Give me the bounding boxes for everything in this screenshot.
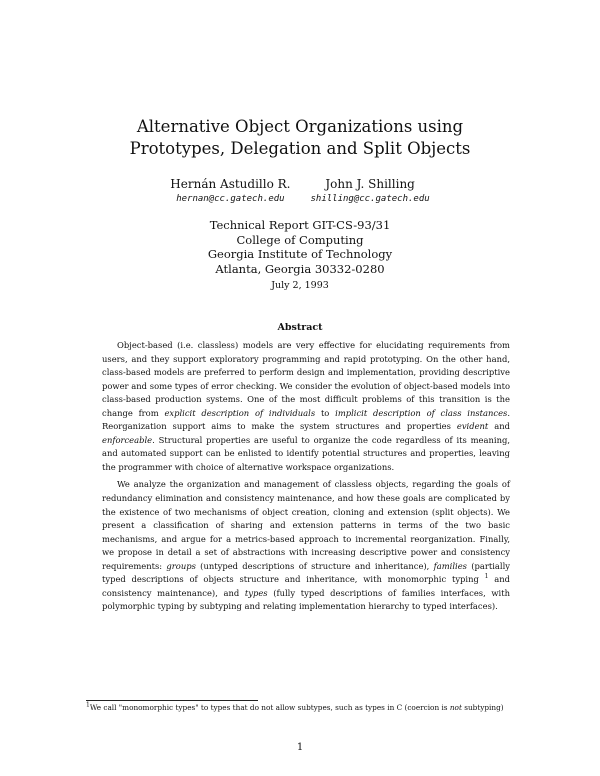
emphasis-text: implicit description of class instances. — [335, 407, 511, 418]
report-number: Technical Report GIT-CS-93/31 — [209, 218, 391, 232]
abstract-paragraph-1 — [102, 339, 510, 474]
report-info — [0, 218, 600, 276]
title-line-1: Alternative Object Organizations using — [136, 117, 464, 136]
text-run: (fully typed descriptions of families interfaces, with polymorphic typing by subtyping and relating implementation hierarchy to typed interfaces). — [102, 587, 510, 612]
text-run: We analyze the organization and management of classless objects, regarding the goals of redundancy elimination and consistency maintenance, and how these goals are complicated by the existence of two mechanisms of object creation, cloning and extension (split objects). We present a classification of sharing and extension patterns in terms of the two basic mechanisms, and argue for a metrics-based approach to incremental reorganization. Finally, we propose in detail a set of abstractions with increasing descriptive power and consistency requirements: — [102, 479, 510, 571]
text-run: and consistency maintenance), and — [102, 574, 511, 598]
footnote-mark: 1 — [86, 701, 90, 709]
emphasis-text: not — [449, 703, 462, 712]
emphasis-text: families — [433, 560, 467, 571]
report-institute: Georgia Institute of Technology — [207, 247, 393, 261]
emphasis-text: explicit description of individuals — [164, 407, 316, 418]
text-run: (untyped descriptions of structure and inheritance), — [195, 560, 434, 571]
author-block — [170, 176, 290, 206]
author-block — [310, 176, 429, 206]
report-college: College of Computing — [236, 232, 364, 247]
emphasis-text: groups — [166, 560, 196, 571]
abstract-body — [102, 339, 510, 614]
text-run: to — [315, 407, 336, 418]
footnote — [86, 703, 526, 713]
text-run: and — [488, 421, 510, 432]
author-name: John J. Shilling — [325, 177, 415, 191]
emphasis-text: enforceable — [102, 434, 153, 445]
text-run: . Structural properties are useful to organize the code regardless of its meaning, and automated support can be enlisted to identify potential structures and properties, leaving the programmer with choice of alternative workspace organizations. — [102, 434, 510, 472]
title-line-2: Prototypes, Delegation and Split Objects — [129, 139, 471, 158]
emphasis-text: evident — [456, 421, 489, 432]
author-email: shilling@cc.gatech.edu — [310, 194, 430, 204]
emphasis-text: types — [244, 587, 268, 598]
text-run: Object-based (i.e. classless) models are very effective for elucidating requirements from users, and they support exploratory programming and rapid prototyping. On the other hand, class-based models are preferred to perform design and implementation, providing descriptive power and some types of error checking. We consider the evolution of object-based models into class-based production systems. One of the most difficult problems of this transition is the change from — [102, 340, 510, 418]
footnote-reference: 1 — [484, 573, 489, 581]
report-address: Atlanta, Georgia 30332-0280 — [215, 261, 385, 276]
author-email: hernan@cc.gatech.edu — [176, 194, 285, 204]
page-number: 1 — [296, 742, 304, 753]
abstract-heading: Abstract — [277, 322, 323, 333]
text-run: We call "monomorphic types" to types that do not allow subtypes, such as types in C (coercion is — [89, 703, 450, 712]
footnote-divider — [86, 700, 258, 701]
abstract-paragraph-2 — [102, 478, 510, 613]
text-run: Reorganization support aims to make the system structures and properties — [102, 421, 457, 432]
text-run: subtyping) — [461, 703, 504, 712]
author-name: Hernán Astudillo R. — [170, 177, 291, 191]
paper-title — [0, 116, 600, 160]
text-run: (partially typed descriptions of objects structure and inheritance, with monomorphic typing — [102, 560, 511, 585]
report-date: July 2, 1993 — [271, 280, 329, 291]
author-list — [0, 176, 600, 206]
